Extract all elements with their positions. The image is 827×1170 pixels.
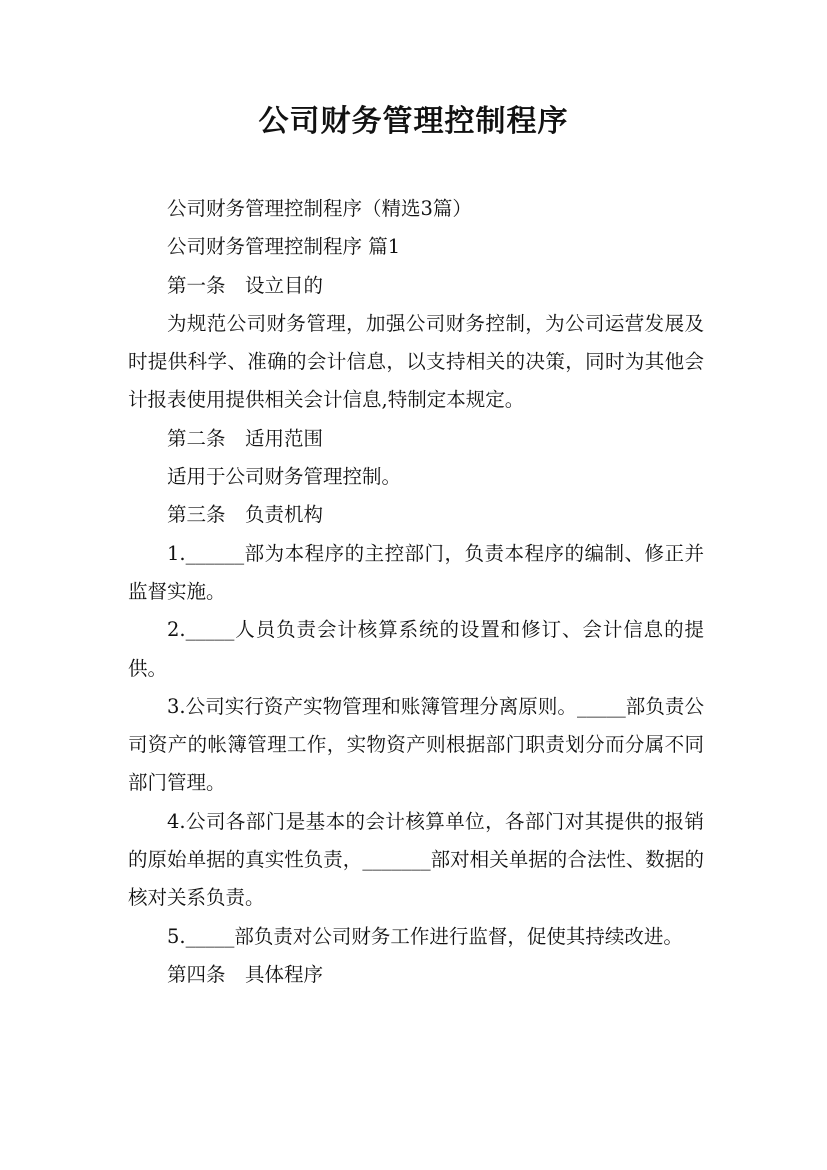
paragraph-subtitle: 公司财务管理控制程序（精选3篇） <box>167 197 472 220</box>
article-3-item-2: 2._____人员负责会计核算系统的设置和修订、会计信息的提供。 <box>128 618 704 680</box>
document-body <box>128 190 704 994</box>
article-2-heading: 第二条 适用范围 <box>167 426 324 450</box>
article-1-text: 为规范公司财务管理，加强公司财务控制，为公司运营发展及时提供科学、准确的会计信息，以支持相关的决策，同时为其他会计报表使用提供相关会计信息,特制定本规定。 <box>128 311 704 412</box>
article-3-item-1: 1.______部为本程序的主控部门，负责本程序的编制、修正并监督实施。 <box>128 541 704 603</box>
article-2-text: 适用于公司财务管理控制。 <box>167 465 402 489</box>
article-3-heading: 第三条 负责机构 <box>167 503 324 527</box>
document-title: 公司财务管理控制程序 <box>258 104 569 139</box>
article-3-item-4: 4.公司各部门是基本的会计核算单位，各部门对其提供的报销的原始单据的真实性负责，_______部对相关单据的合法性、数据的核对关系负责。 <box>128 809 704 910</box>
article-4-heading: 第四条 具体程序 <box>167 962 324 986</box>
article-3-item-3: 3.公司实行资产实物管理和账簿管理分离原则。_____部负责公司资产的帐簿管理工作，实物资产则根据部门职责划分而分属不同部门管理。 <box>128 694 704 795</box>
article-1-heading: 第一条 设立目的 <box>167 273 324 297</box>
paragraph-part-heading: 公司财务管理控制程序 篇1 <box>167 235 401 259</box>
article-3-item-5: 5._____部负责对公司财务工作进行监督，促使其持续改进。 <box>167 924 683 948</box>
